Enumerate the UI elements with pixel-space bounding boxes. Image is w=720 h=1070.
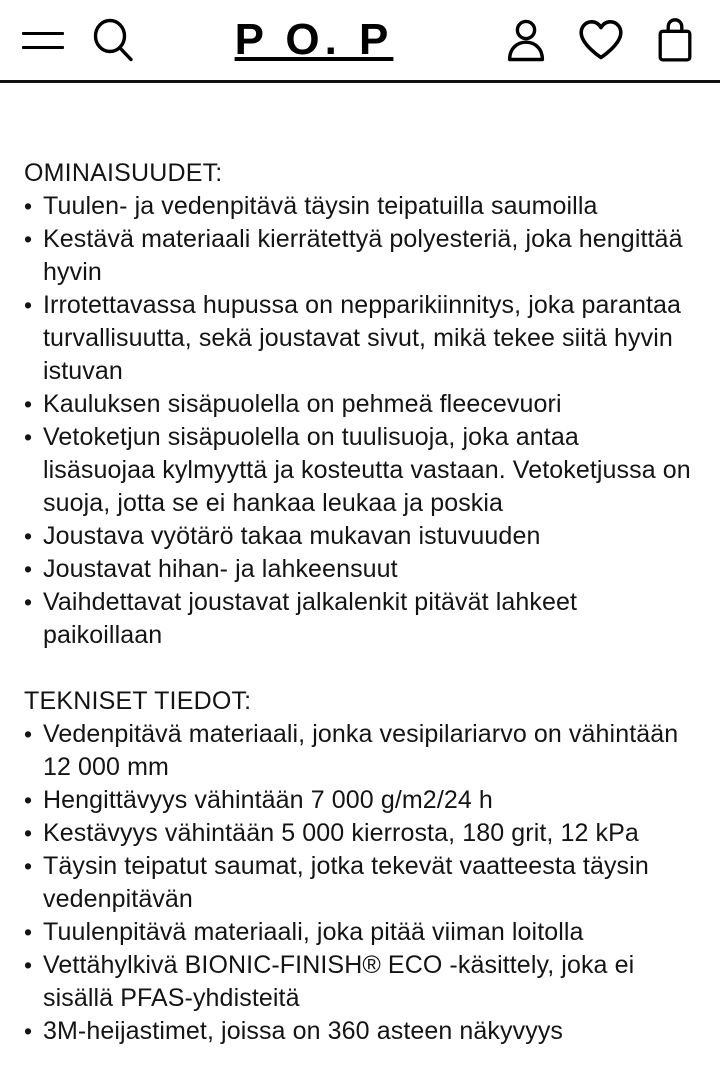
header-left-group <box>0 18 134 62</box>
list-item: • Joustava vyötärö takaa mukavan istuvuuden <box>24 520 694 553</box>
list-item: • Irrotettavassa hupussa on nepparikiinnitys, joka parantaa turvallisuutta, sekä joustavat sivut, mikä tekee siitä hyvin istuvan <box>24 289 694 388</box>
shopping-bag-icon <box>656 17 694 63</box>
list-item: • Tuulenpitävä materiaali, joka pitää viiman loitolla <box>24 916 694 949</box>
list-item: • Joustavat hihan- ja lahkeensuut <box>24 553 694 586</box>
search-button[interactable] <box>92 18 134 62</box>
list-item: • Vetoketjun sisäpuolella on tuulisuoja, joka antaa lisäsuojaa kylmyyttä ja kosteutta vastaan. Vetoketjussa on suoja, jotta se ei hankaa leukaa ja poskia <box>24 421 694 520</box>
wishlist-button[interactable] <box>578 19 624 61</box>
list-item: • Tuulen- ja vedenpitävä täysin teipatuilla saumoilla <box>24 190 694 223</box>
list-item: • Täysin teipatut saumat, jotka tekevät vaatteesta täysin vedenpitävän <box>24 850 694 916</box>
list-item: • Hengittävyys vähintään 7 000 g/m2/24 h <box>24 784 694 817</box>
features-section <box>24 157 694 652</box>
search-icon <box>92 18 134 62</box>
user-icon <box>506 18 546 62</box>
cart-button[interactable] <box>656 17 694 63</box>
list-item: • Vettähylkivä BIONIC-FINISH® ECO -käsittely, joka ei sisällä PFAS-yhdisteitä <box>24 949 694 1015</box>
technical-details-list <box>24 718 694 1048</box>
menu-button[interactable] <box>22 27 64 53</box>
hamburger-icon <box>22 27 64 53</box>
features-heading: OMINAISUUDET: <box>24 159 223 187</box>
list-item: • 3M-heijastimet, joissa on 360 asteen näkyvyys <box>24 1015 694 1048</box>
site-header <box>0 0 720 83</box>
heart-icon <box>578 19 624 61</box>
list-item: • Vaihdettavat joustavat jalkalenkit pitävät lahkeet paikoillaan <box>24 586 694 652</box>
product-description <box>0 83 720 1048</box>
technical-details-section <box>24 685 694 1048</box>
account-button[interactable] <box>506 18 546 62</box>
header-center-group <box>134 15 506 64</box>
list-item: • Vedenpitävä materiaali, jonka vesipilariarvo on vähintään 12 000 mm <box>24 718 694 784</box>
site-logo[interactable]: P O. P <box>234 15 394 64</box>
list-item: • Kauluksen sisäpuolella on pehmeä fleecevuori <box>24 388 694 421</box>
list-item: • Kestävyys vähintään 5 000 kierrosta, 180 grit, 12 kPa <box>24 817 694 850</box>
list-item: • Kestävä materiaali kierrätettyä polyesteriä, joka hengittää hyvin <box>24 223 694 289</box>
features-list <box>24 190 694 652</box>
header-right-group <box>506 17 720 63</box>
technical-details-heading: TEKNISET TIEDOT: <box>24 687 252 715</box>
